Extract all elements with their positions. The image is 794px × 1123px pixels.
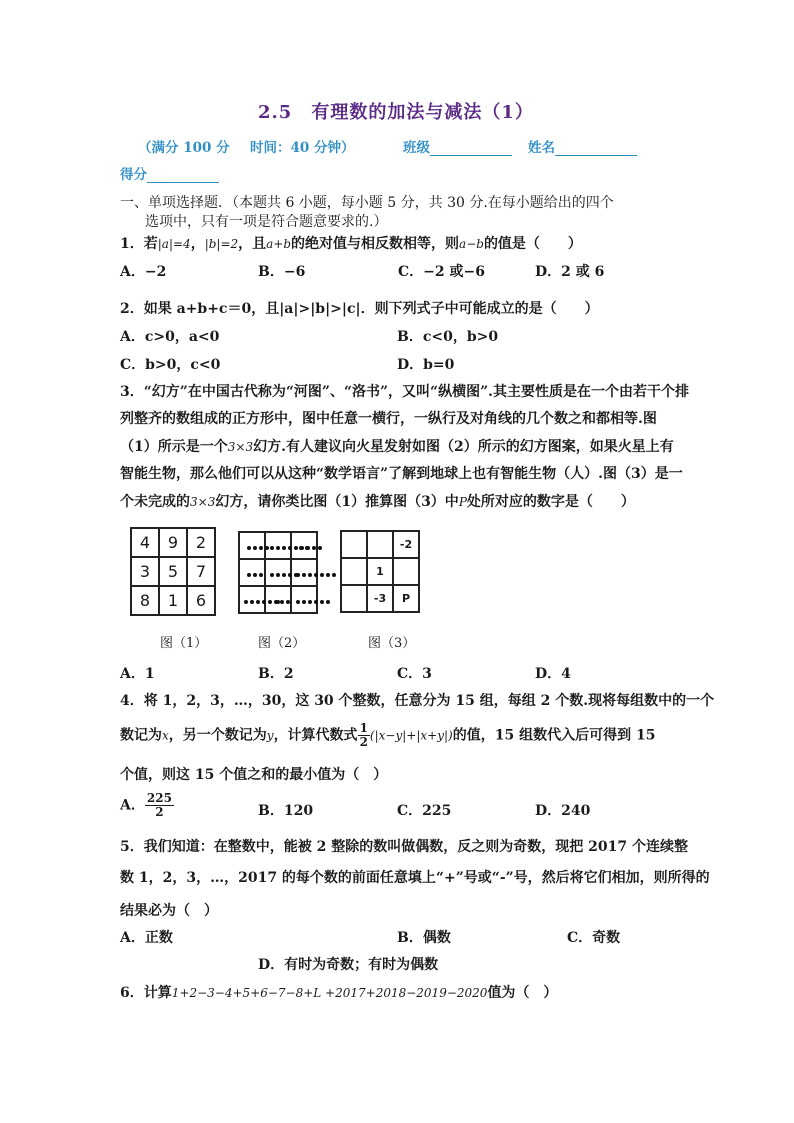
q4-fraction [358,722,370,749]
q3-line5-math-p: P [458,495,467,509]
q4-frac-num: 1 [359,721,368,735]
q4-math-y: y [266,728,274,743]
dot-group [298,545,310,551]
q4-option-c[interactable]: C．225 [397,803,452,819]
q5-option-b[interactable]: B．偶数 [397,930,451,946]
q1-text-5: 的值是（ ） [483,236,582,252]
grid3-cell [341,585,367,612]
grid1-cell: 5 [159,557,187,586]
dot [259,546,263,550]
question-1-stem [120,233,582,253]
grid1-cell: 6 [187,586,215,615]
q3-line-1: 3．“幻方”在中国古代称为“河图”、“洛书”，又叫“纵横图”.其主要性质是在一个由若干个排 [120,384,690,400]
header-class [403,136,512,156]
q3-line-3 [120,436,674,456]
dot [282,573,286,577]
q6-expression: 1+2−3−4+5+6−7−8+L +2017+2018−2019−2020 [171,986,488,1000]
dot [326,573,330,577]
q5-option-a[interactable]: A．正数 [120,930,173,946]
q1-text-2: ， [190,236,205,252]
q5-line-3: 结果必为（ ） [120,903,218,919]
score-blank[interactable] [147,168,219,183]
grid2-cell [265,532,291,559]
q3-option-a[interactable]: A．1 [120,666,155,682]
q3-line5-math: 3×3 [190,495,216,509]
q4-option-a[interactable] [120,792,174,819]
grid1-cell: 2 [187,528,215,557]
grid3-cell: P [393,585,419,612]
q2-option-c[interactable]: C．b>0，c<0 [120,357,221,373]
q1-text-4: 的绝对值与相反数相等，则 [291,236,460,252]
class-blank[interactable] [430,141,512,156]
q4-frac-den: 2 [359,735,368,749]
dot [320,600,324,604]
question-6-stem [120,982,557,1002]
grid1-cell: 9 [159,528,187,557]
dot [320,573,324,577]
dot [270,573,274,577]
q4-expression: (|x−y|+|x+y|) [369,728,453,743]
dot [326,600,330,604]
q3-line5-text-b: 幻方，请你类比图（1）推算图（3）中 [215,494,459,510]
dot [253,573,257,577]
question-2-stem: 2．如果 a+b+c＝0，且|a|>|b|>|c|．则下列式子中可能成立的是（ ） [120,301,599,317]
grid1-cell: 3 [131,557,159,586]
figure-1-caption: 图（1） [160,636,208,651]
dot-group [246,572,258,578]
q4-math-x: x [162,728,169,743]
dot [332,573,336,577]
header-full-marks: （满分 100 分 [138,140,230,156]
q4-text-b: ，另一个数记为 [168,727,267,744]
figure-3-incomplete-square [340,530,420,613]
dot [296,573,300,577]
grid2-cell [239,532,265,559]
dot [256,600,260,604]
dot [276,546,280,550]
dot [308,573,312,577]
q5-line-1: 5．我们知道：在整数中，能被 2 整除的数叫做偶数，反之则为奇数，现把 2017 个连续整 [120,839,688,855]
q3-line3-text-a: （1）所示是一个 [120,439,228,455]
q3-line-4: 智能生物，那么他们可以从这种“数学语言”了解到地球上也有智能生物（人）.图（3）是一 [120,466,683,482]
q2-option-b[interactable]: B．c<0，b>0 [397,329,499,345]
dot [302,600,306,604]
q3-line3-text-b: 幻方.有人建议向火星发射如图（2）所示的幻方图案，如果火星上有 [253,439,674,455]
dot-group [269,572,287,578]
q3-line5-text-c: 处所对应的数字是（ ） [466,494,635,510]
q1-text-3: ，且 [238,236,267,252]
dot [302,573,306,577]
q1-math-3: a+b [266,237,292,251]
q4-option-a-fraction [145,792,174,819]
dot [250,600,254,604]
name-label: 姓名 [528,140,555,156]
dot [244,600,248,604]
q4-option-a-num: 225 [146,791,172,805]
dot [276,573,280,577]
q4-option-d[interactable]: D．240 [535,803,591,819]
dot [308,600,312,604]
q4-option-a-label: A． [120,797,145,814]
q4-option-b[interactable]: B．120 [258,803,314,819]
dot [282,546,286,550]
figure-2-caption: 图（2） [258,636,306,651]
grid3-cell [367,531,393,558]
q6-text-2: 值为（ ） [487,985,558,1001]
q3-line5-text-a: 个未完成的 [120,494,190,510]
dot [314,573,318,577]
dot [253,546,257,550]
dot [318,546,322,550]
section-heading-line2: 选项中，只有一项是符合题意要求的.） [145,214,388,230]
q5-option-d[interactable]: D．有时为奇数；有时为偶数 [258,957,439,973]
q1-math-4: a−b [459,237,484,251]
dot [259,573,263,577]
figure-1-magic-square [130,527,216,616]
grid2-cell [239,559,265,586]
q3-option-c[interactable]: C．3 [397,666,432,682]
dot [247,546,251,550]
grid2-cell [291,586,317,613]
dot [276,600,280,604]
dot [270,546,274,550]
dot-group [295,572,313,578]
dot [262,600,266,604]
grid3-cell [393,558,419,585]
q4-line-2 [120,722,655,749]
header-time: 时间：40 分钟） [250,140,355,156]
q4-line-3: 个值，则这 15 个值之和的最小值为（ ） [120,767,388,783]
q2-option-d[interactable]: D．b=0 [397,357,455,373]
q5-line-2: 数 1，2，3，…，2017 的每个数的前面任意填上“+”号或“-”号，然后将它们相加，则所得的 [120,870,710,886]
dot-group [246,545,258,551]
dot [247,573,251,577]
grid1-cell: 1 [159,586,187,615]
q3-option-b[interactable]: B．2 [258,666,294,682]
dot [305,546,309,550]
grid2-cell [291,559,317,586]
q4-option-a-den: 2 [155,805,164,819]
score-label: 得分 [120,167,147,183]
q3-option-d[interactable]: D．4 [535,666,571,682]
dot [299,546,303,550]
q1-option-b[interactable]: B．−6 [258,264,306,280]
grid2-cell [239,586,265,613]
q4-text-a: 数记为 [120,727,162,744]
dot [268,600,272,604]
figure-3-caption: 图（3） [368,636,416,651]
section-heading-line1: 一、单项选择题．（本题共 6 小题，每小题 5 分，共 30 分.在每小题给出的四个 [120,195,614,211]
dot [288,573,292,577]
q1-math-2: |b|=2 [204,237,239,251]
grid3-cell [341,558,367,585]
grid3-cell [341,531,367,558]
header-score [120,163,219,183]
figure-2-dot-square [238,531,318,614]
dot-group [295,599,313,605]
grid3-cell: -2 [393,531,419,558]
q3-line3-math: 3×3 [227,440,254,454]
name-blank[interactable] [555,141,637,156]
grid3-cell: -3 [367,585,393,612]
q4-text-c: ，计算代数式 [273,727,358,744]
q5-option-c[interactable]: C．奇数 [567,930,621,946]
grid3-cell: 1 [367,558,393,585]
dot [286,600,290,604]
dot [312,546,316,550]
q6-text-1: 6．计算 [120,985,172,1001]
dot [296,600,300,604]
q3-line-2: 列整齐的数组成的正方形中，图中任意一横行，一纵行及对角线的几个数之和都相等.图 [120,411,657,427]
q1-option-c[interactable]: C．−2 或−6 [398,264,485,280]
dot [314,600,318,604]
dot-group [275,599,281,605]
grid1-cell: 4 [131,528,159,557]
q1-math-1: |a|=4 [157,237,191,251]
q1-text-1: 1．若 [120,236,158,252]
dot-group [269,545,287,551]
q4-text-d: 的值，15 组数代入后可得到 15 [452,727,656,744]
dot-group [243,599,261,605]
dot [288,546,292,550]
q3-line-5 [120,491,635,511]
page-title: 2.5 有理数的加法与减法（1） [258,102,534,123]
header-name [528,136,637,156]
grid2-cell [265,559,291,586]
q1-option-a[interactable]: A．−2 [120,264,167,280]
grid1-cell: 7 [187,557,215,586]
q1-option-d[interactable]: D．2 或 6 [535,264,605,280]
q2-option-a[interactable]: A．c>0，a<0 [120,329,220,345]
q4-line-1: 4．将 1，2，3，…，30，这 30 个整数，任意分为 15 组，每组 2 个数.现将每组数中的一个 [120,693,715,709]
grid1-cell: 8 [131,586,159,615]
class-label: 班级 [403,140,430,156]
